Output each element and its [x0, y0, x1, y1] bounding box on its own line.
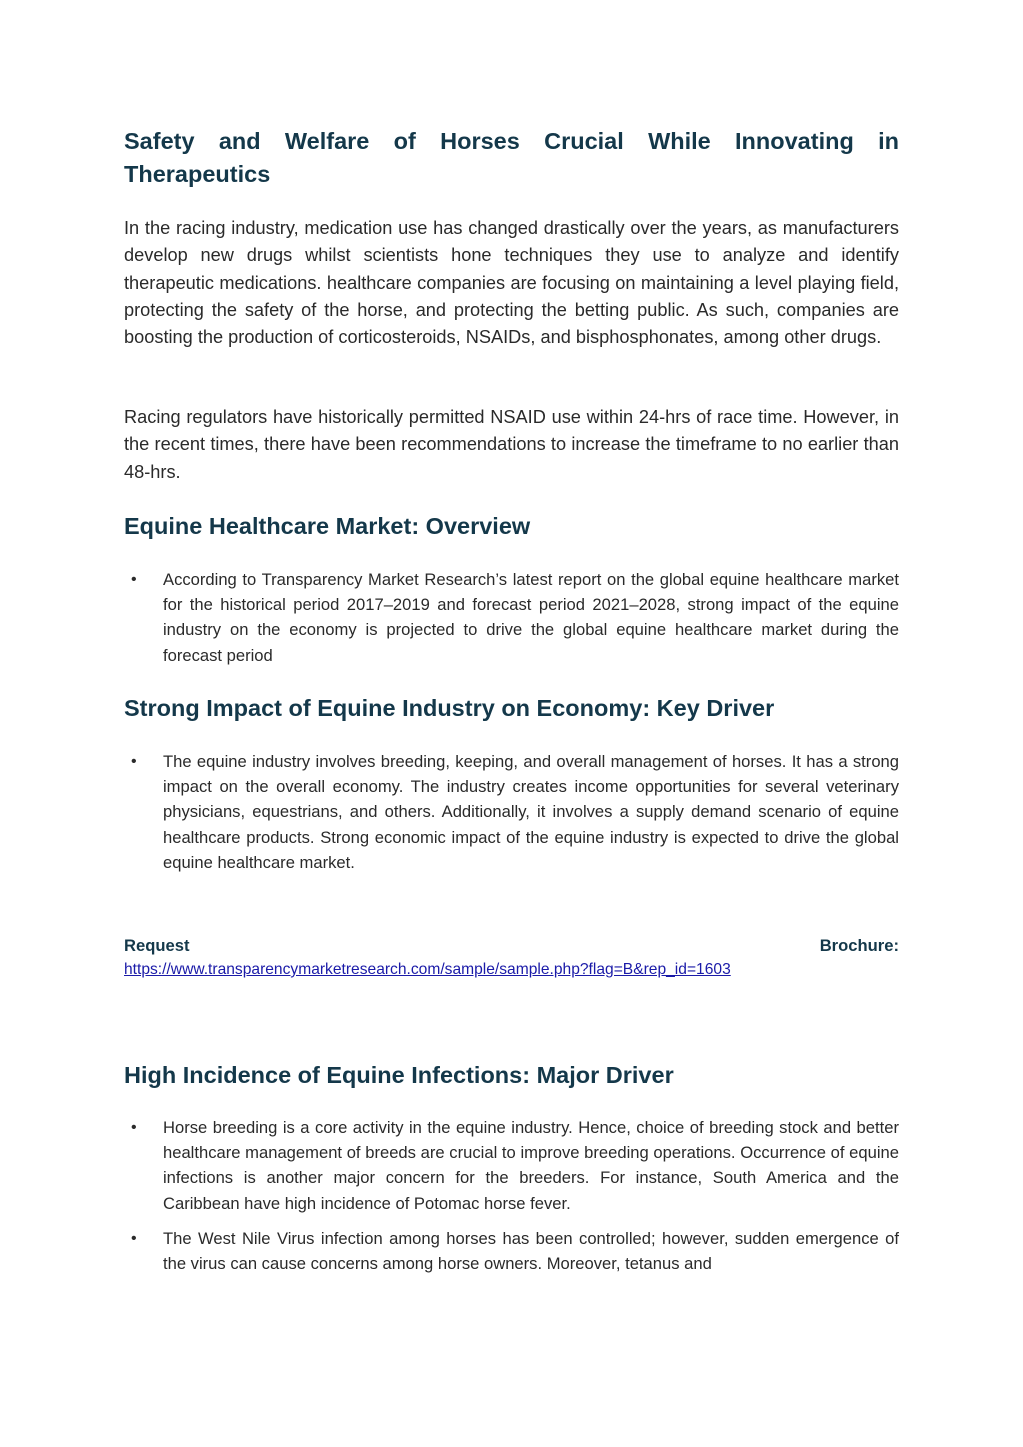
brochure-label: Brochure: [819, 936, 899, 955]
list-item-text: The equine industry involves breeding, keeping, and overall management of horses. It has a strong impact on the overall economy. The industry creates income opportunities for several veterinary physicians, equestrians, and others. Additionally, it involves a supply demand scenario of equine healthcare products. Strong economic impact of the equine industry is expected to drive the global equine healthcare market. [163, 752, 899, 872]
paragraph-racing-regulators: Racing regulators have historically permitted NSAID use within 24-hrs of race time. However, in the recent times, there have been recommendations to increase the timeframe to no earlier than 48-hrs. [124, 407, 899, 482]
bullet-icon: • [131, 1229, 137, 1247]
request-label: Request [124, 936, 190, 955]
infections-bullet-list [124, 1115, 899, 1276]
list-item-text: Horse breeding is a core activity in the equine industry. Hence, choice of breeding stock and better healthcare management of breeds are crucial to improve breeding operations. Occurrence of equine infections is another major concern for the breeders. For instance, South America and the Caribbean have high incidence of Potomac horse fever. [163, 1118, 899, 1213]
list-item [124, 567, 899, 668]
paragraph-racing-industry: In the racing industry, medication use has changed drastically over the years, as manufacturers develop new drugs whilst scientists hone techniques they use to analyze and identify therapeutic medications. healthcare companies are focusing on maintaining a level playing field, protecting the safety of the horse, and protecting the betting public. As such, companies are boosting the production of corticosteroids, NSAIDs, and bisphosphonates, among other drugs. [124, 218, 899, 348]
bullet-icon: • [131, 753, 137, 770]
list-item [124, 1115, 899, 1216]
key-driver-bullet-list [124, 749, 899, 875]
request-brochure-label [124, 934, 899, 958]
list-item-text: According to Transparency Market Research’s latest report on the global equine healthcare market for the historical period 2017–2019 and forecast period 2021–2028, strong impact of the equine industry on the economy is projected to drive the global equine healthcare market during the forecast period [163, 570, 899, 665]
list-item [124, 1226, 899, 1276]
list-item-text: The West Nile Virus infection among horses has been controlled; however, sudden emergence of the virus can cause concerns among horse owners. Moreover, tetanus and [163, 1228, 899, 1274]
bullet-icon: • [131, 571, 137, 588]
section-heading-market-overview: Equine Healthcare Market: Overview [124, 513, 531, 539]
list-item [124, 749, 899, 875]
section-heading-equine-infections: High Incidence of Equine Infections: Major Driver [124, 1062, 674, 1088]
section-heading-safety-welfare: Safety and Welfare of Horses Crucial While Innovating in Therapeutics [124, 128, 899, 187]
overview-bullet-list [124, 567, 899, 668]
bullet-icon: • [131, 1119, 137, 1136]
section-heading-key-driver: Strong Impact of Equine Industry on Economy: Key Driver [124, 695, 775, 721]
request-brochure-link[interactable]: https://www.transparencymarketresearch.com/sample/sample.php?flag=B&rep_id=1603 [124, 961, 731, 978]
